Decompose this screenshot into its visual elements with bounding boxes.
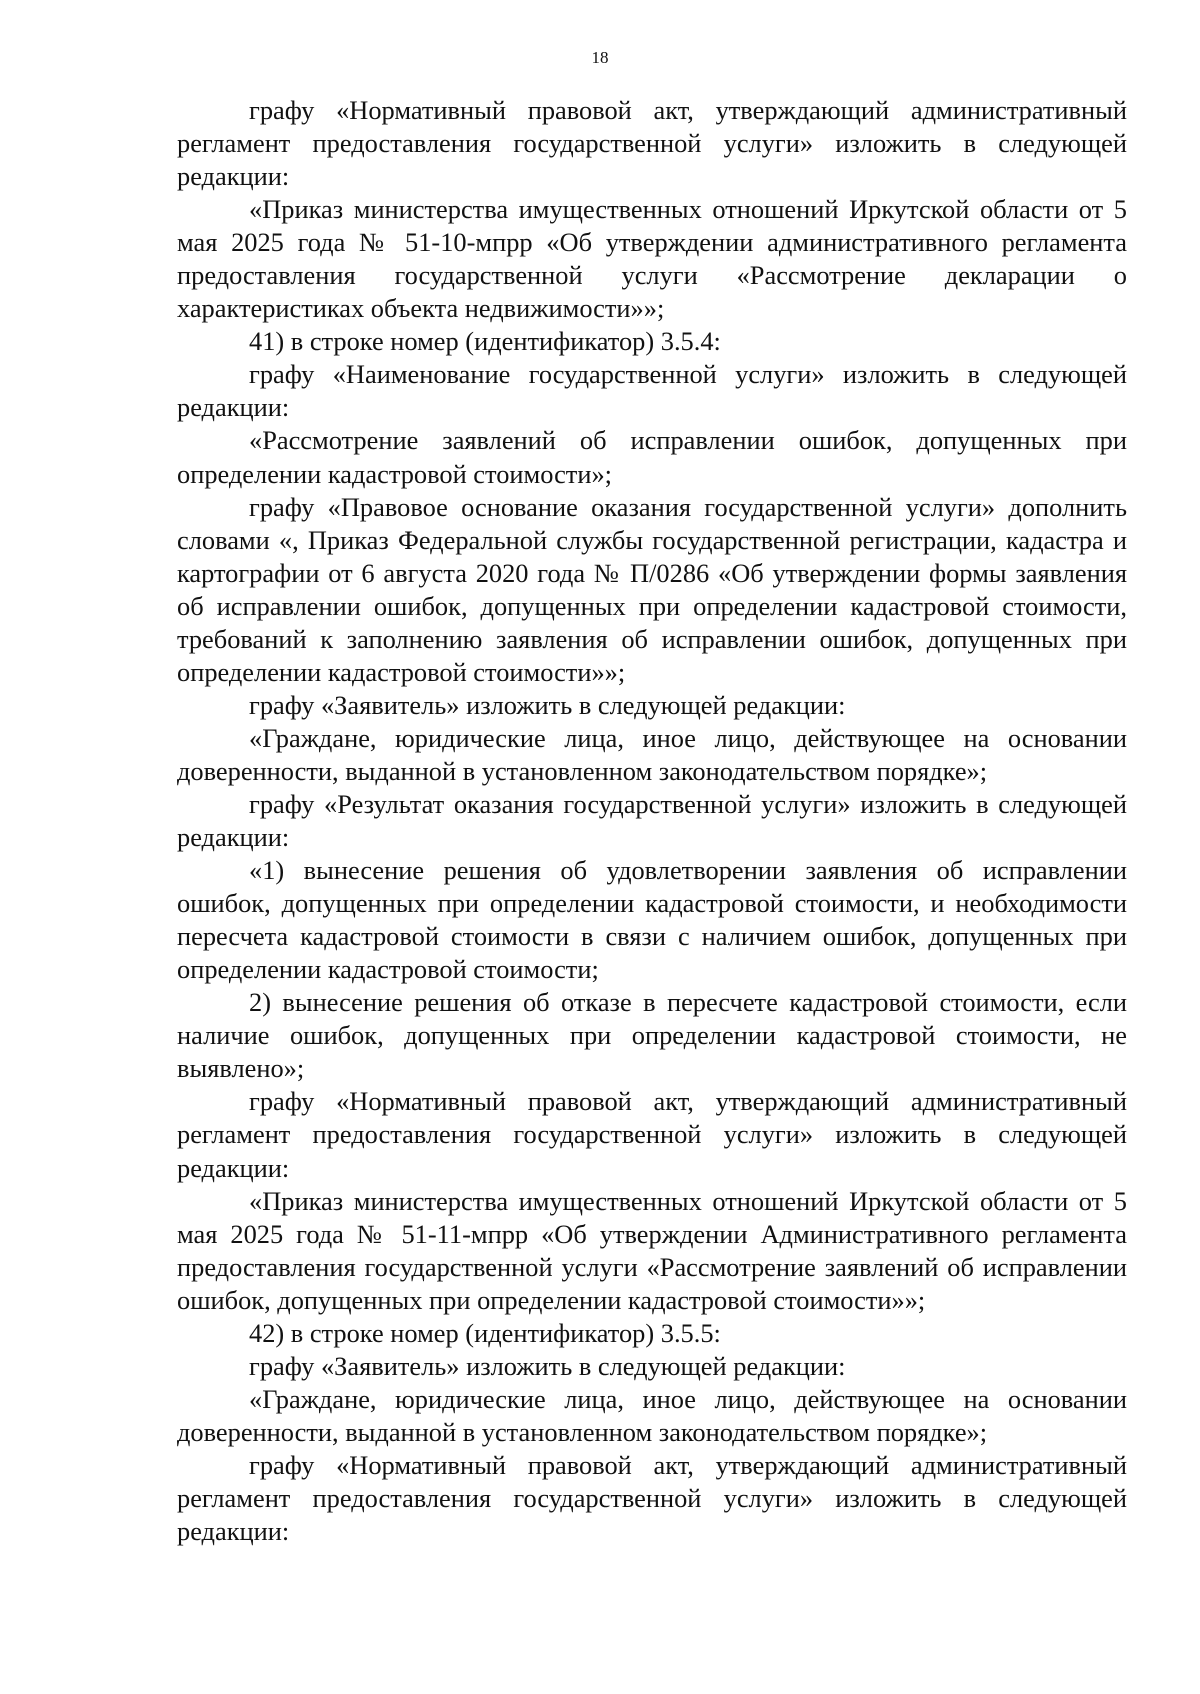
paragraph: 41) в строке номер (идентификатор) 3.5.4: [249, 326, 721, 357]
paragraph: графу «Правовое основание оказания государственной услуги» дополнить словами «, Приказ Федеральной службы государственной регистрации, кадастра и картографии от 6 августа 2020 года № П/0286 «Об утверждении формы заявления об исправлении ошибок, допущенных при определении кадастровой стоимости, требований к заполнению заявления об исправлении ошибок, допущенных при определении кадастровой стоимости»»; [177, 491, 1127, 687]
paragraph: «Рассмотрение заявлений об исправлении ошибок, допущенных при определении кадастровой стоимости»; [177, 425, 1127, 489]
paragraph: 42) в строке номер (идентификатор) 3.5.5: [249, 1317, 721, 1348]
paragraph: графу «Нормативный правовой акт, утверждающий административный регламент предоставления государственной услуги» изложить в следующей редакции: [177, 1086, 1127, 1183]
paragraph: 2) вынесение решения об отказе в пересчете кадастровой стоимости, если наличие ошибок, допущенных при определении кадастровой стоимости, не выявлено»; [177, 987, 1127, 1084]
paragraph: графу «Заявитель» изложить в следующей редакции: [249, 1350, 846, 1381]
document-body [177, 94, 1127, 1548]
paragraph: графу «Заявитель» изложить в следующей редакции: [249, 689, 846, 720]
paragraph: «Граждане, юридические лица, иное лицо, действующее на основании доверенности, выданной в установленном законодательством порядке»; [177, 1383, 1127, 1447]
paragraph: «Приказ министерства имущественных отношений Иркутской области от 5 мая 2025 года № 51-11-мпрр «Об утверждении Административного регламента предоставления государственной услуги «Рассмотрение заявлений об исправлении ошибок, допущенных при определении кадастровой стоимости»»; [177, 1185, 1127, 1315]
paragraph: графу «Нормативный правовой акт, утверждающий административный регламент предоставления государственной услуги» изложить в следующей редакции: [177, 1449, 1127, 1547]
paragraph: графу «Наименование государственной услуги» изложить в следующей редакции: [177, 359, 1127, 423]
paragraph: графу «Нормативный правовой акт, утверждающий административный регламент предоставления государственной услуги» изложить в следующей редакции: [177, 95, 1127, 192]
paragraph: графу «Результат оказания государственной услуги» изложить в следующей редакции: [177, 788, 1127, 853]
page-number: 18 [591, 48, 609, 67]
paragraph: «Граждане, юридические лица, иное лицо, действующее на основании доверенности, выданной в установленном законодательством порядке»; [177, 722, 1127, 786]
paragraph: «1) вынесение решения об удовлетворении заявления об исправлении ошибок, допущенных при определении кадастровой стоимости, и необходимости пересчета кадастровой стоимости в связи с наличием ошибок, допущенных при определении кадастровой стоимости; [177, 855, 1127, 985]
paragraph: «Приказ министерства имущественных отношений Иркутской области от 5 мая 2025 года № 51-10-мпрр «Об утверждении административного регламента предоставления государственной услуги «Рассмотрение декларации о характеристиках объекта недвижимости»»; [177, 194, 1127, 324]
